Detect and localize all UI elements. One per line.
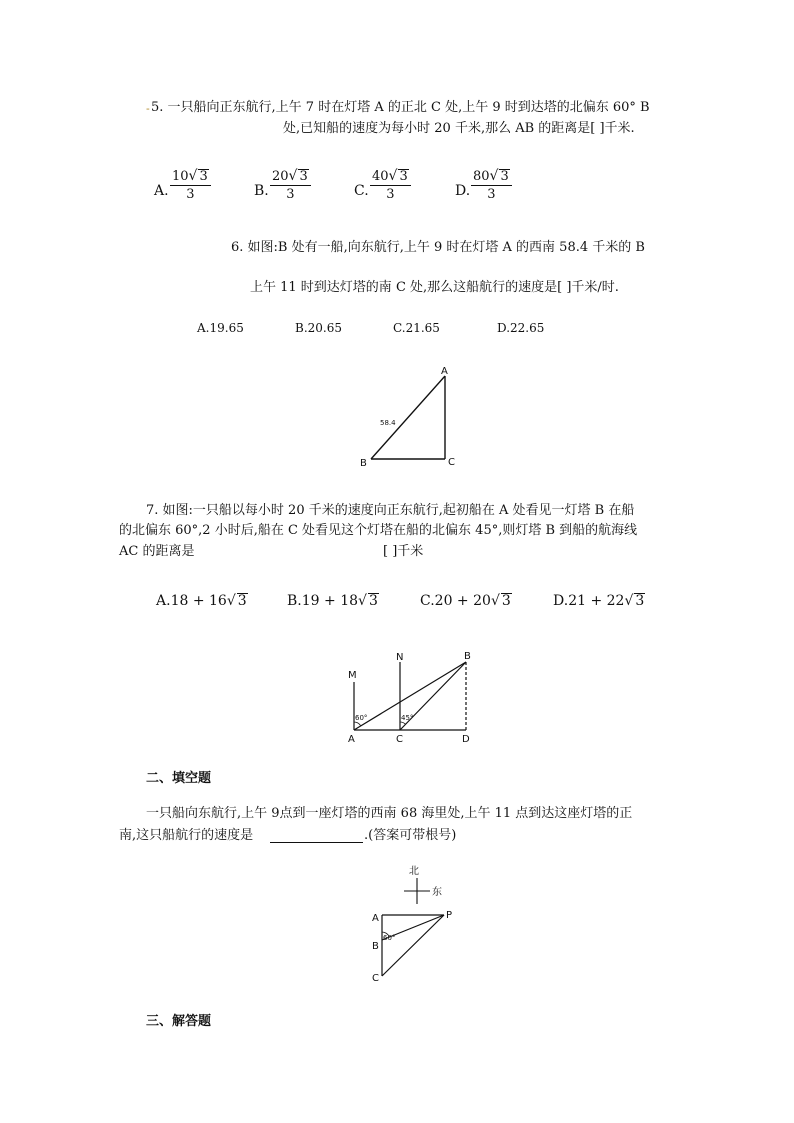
q5-option-d-radicand: 3 — [500, 169, 509, 184]
q7-blank: [ ]千米 — [383, 544, 424, 559]
section-3-heading: 三、解答题 — [146, 1014, 212, 1029]
section-2-text-line1: 一只船向东航行,上午 9点到一座灯塔的西南 68 海里处,上午 11 点到达这座灯塔的正 — [146, 806, 633, 821]
q7-option-d — [553, 593, 645, 609]
q7-figure — [340, 648, 480, 748]
sqrt-sign-icon: √ 3 — [490, 593, 511, 609]
q5-option-a-radicand: 3 — [199, 169, 208, 184]
fig2-angle-60: 60° — [383, 934, 396, 942]
sqrt-sign-icon: √ 3 — [288, 168, 308, 184]
sqrt-sign-icon: √ 3 — [188, 168, 208, 184]
q6-label-b: B — [360, 458, 367, 469]
sqrt-sign-icon: √ 3 — [624, 593, 645, 609]
q7-label-d: D — [462, 734, 470, 745]
q5-option-a-coef: 10 — [172, 169, 189, 184]
q7-option-a — [156, 593, 248, 609]
q5-option-a-den: 3 — [186, 187, 195, 202]
q5-option-c-coef: 40 — [372, 169, 389, 184]
section-2-figure — [360, 860, 470, 986]
east-label: 东 — [432, 887, 442, 898]
q5-option-b-radicand: 3 — [299, 169, 308, 184]
q7-option-d-expr: 21 + 22 — [568, 593, 625, 609]
q5-option-b-label: B. — [254, 183, 269, 199]
q7-option-c — [420, 593, 512, 609]
sqrt-sign-icon: √ 3 — [358, 593, 378, 609]
q5-option-c-label: C. — [354, 183, 369, 199]
q6-option-b: B.20.65 — [295, 321, 342, 335]
q5-option-a-label: A. — [154, 183, 169, 199]
q6-text-line2: 上午 11 时到达灯塔的南 C 处,那么这船航行的速度是[ ]千米/时. — [250, 280, 619, 295]
q7-option-b — [287, 593, 379, 609]
q6-text-line1: 6. 如图:B 处有一船,向东航行,上午 9 时在灯塔 A 的西南 58.4 千米的 B — [231, 240, 645, 255]
q5-option-b-den: 3 — [286, 187, 295, 202]
q6-label-length: 58.4 — [380, 419, 396, 427]
q6-label-c: C — [448, 457, 455, 468]
section-2-text-line2a: 南,这只船航行的速度是 — [119, 828, 254, 843]
q7-angle-60: 60° — [355, 714, 368, 722]
q7-label-a: A — [348, 734, 355, 745]
section-2-heading: 二、填空题 — [146, 771, 212, 786]
q7-option-b-radicand: 3 — [368, 593, 378, 609]
q5-option-d-label: D. — [455, 183, 471, 199]
q7-option-d-radicand: 3 — [635, 593, 645, 609]
answer-blank-line — [270, 842, 363, 843]
q5-text-line1: 5. 一只船向正东航行,上午 7 时在灯塔 A 的正北 C 处,上午 9 时到达塔的北偏东 60° B — [151, 100, 650, 115]
q7-option-c-label: C. — [420, 593, 435, 609]
q7-option-b-expr: 19 + 18 — [301, 593, 359, 609]
q5-option-a-fraction — [170, 168, 211, 204]
section-2-text-line2b: .(答案可带根号) — [364, 828, 457, 843]
q7-angle-45: 45° — [401, 714, 414, 722]
q5-option-d-den: 3 — [487, 187, 496, 202]
q5-marker: - — [146, 102, 150, 115]
q7-option-c-radicand: 3 — [501, 593, 511, 609]
q6-label-a: A — [441, 366, 448, 377]
fig2-label-p: P — [446, 910, 453, 921]
q7-text-line2: 的北偏东 60°,2 小时后,船在 C 处看见这个灯塔在船的北偏东 45°,则灯塔 B 到船的航海线 — [119, 523, 638, 538]
q7-label-m: M — [348, 670, 357, 681]
q5-option-b-coef: 20 — [272, 169, 289, 184]
q6-triangle-figure — [350, 362, 470, 472]
fig2-label-a: A — [372, 913, 379, 924]
q6-option-a: A.19.65 — [197, 321, 244, 335]
q7-label-b: B — [464, 651, 471, 662]
q5-option-d-coef: 80 — [473, 169, 490, 184]
q5-option-c-den: 3 — [386, 187, 395, 202]
q7-label-c: C — [396, 734, 403, 745]
q7-text-line3: AC 的距离是 — [119, 544, 195, 559]
sqrt-sign-icon: √ 3 — [226, 593, 247, 609]
q7-option-a-label: A. — [156, 593, 171, 609]
q5-option-c-radicand: 3 — [399, 169, 408, 184]
q7-option-d-label: D. — [553, 593, 569, 609]
q5-option-b-fraction — [270, 168, 311, 204]
q5-option-c-fraction — [370, 168, 411, 204]
q6-option-c: C.21.65 — [393, 321, 440, 335]
q7-option-b-label: B. — [287, 593, 302, 609]
q7-option-c-expr: 20 + 20 — [434, 593, 491, 609]
q7-option-a-radicand: 3 — [237, 593, 247, 609]
sqrt-sign-icon: √ 3 — [489, 168, 509, 184]
sqrt-sign-icon: √ 3 — [388, 168, 408, 184]
fig2-label-c: C — [372, 973, 379, 984]
q5-option-d-fraction — [471, 168, 512, 204]
q6-option-d: D.22.65 — [497, 321, 545, 335]
north-label: 北 — [409, 866, 419, 877]
q5-text-line2: 处,已知船的速度为每小时 20 千米,那么 AB 的距离是[ ]千米. — [283, 121, 635, 136]
q7-option-a-expr: 18 + 16 — [170, 593, 227, 609]
fig2-label-b: B — [372, 941, 379, 952]
q7-text-line1: 7. 如图:一只船以每小时 20 千米的速度向正东航行,起初船在 A 处看见一灯塔 B 在船 — [146, 503, 635, 518]
q7-label-n: N — [396, 652, 404, 663]
